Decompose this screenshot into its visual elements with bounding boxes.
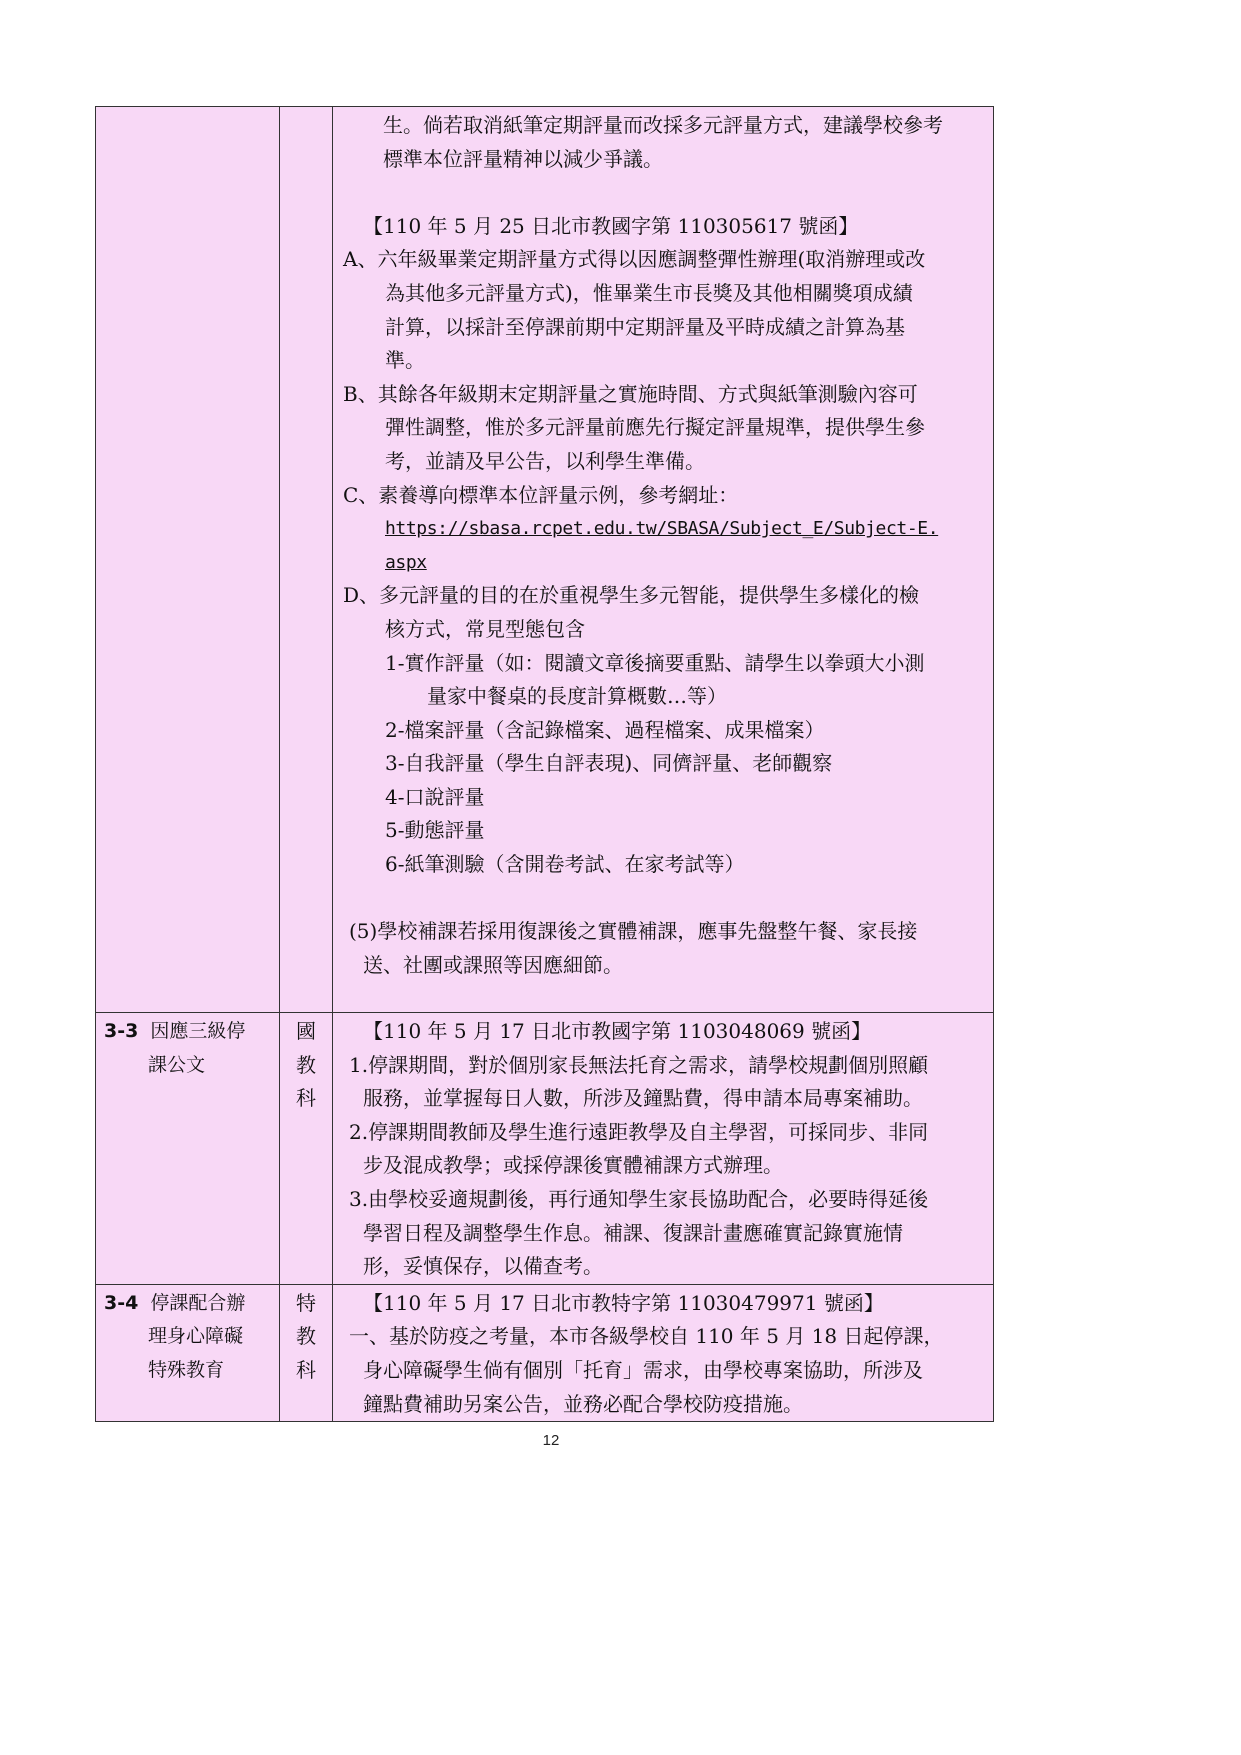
text-line: 為其他多元評量方式)，惟畢業生市長獎及其他相關獎項成績 — [385, 280, 913, 305]
content-cell — [333, 1013, 994, 1285]
item-title: 因應三級停 — [150, 1020, 246, 1042]
item-cell — [96, 107, 280, 1013]
text-line: D、多元評量的目的在於重視學生多元智能，提供學生多樣化的檢 — [343, 583, 920, 608]
text-line: 生。倘若取消紙筆定期評量而改採多元評量方式，建議學校參考 — [383, 113, 943, 137]
item-title: 停課配合辦 — [150, 1291, 246, 1314]
text-line: 一、基於防疫之考量，本市各級學校自 110 年 5 月 18 日起停課， — [349, 1324, 944, 1349]
list-item: 5-動態評量 — [385, 818, 485, 843]
list-item: 2-檔案評量（含記錄檔案、過程檔案、成果檔案） — [385, 717, 825, 742]
text-line: 學習日程及調整學生作息。補課、復課計畫應確實記錄實施情 — [363, 1220, 903, 1245]
notice-heading: 【110 年 5 月 25 日北市教國字第 110305617 號函】 — [363, 213, 859, 238]
list-item: 3-自我評量（學生自評表現)、同儕評量、老師觀察 — [385, 751, 833, 776]
item-number: 3-3 — [104, 1020, 139, 1042]
text-line: 核方式，常見型態包含 — [385, 616, 585, 641]
text-line: 服務，並掌握每日人數，所涉及鐘點費，得申請本局專案補助。 — [363, 1086, 923, 1111]
text-line: 考，並請及早公告，以利學生準備。 — [385, 448, 705, 473]
document-table — [95, 106, 994, 1422]
table-row-3-3 — [96, 1013, 994, 1285]
table-row-continued — [96, 107, 994, 1013]
notice-heading: 【110 年 5 月 17 日北市教國字第 1103048069 號函】 — [363, 1019, 872, 1043]
content-cell — [333, 107, 994, 1013]
reference-link[interactable]: aspx — [385, 551, 427, 573]
text-line: 彈性調整，惟於多元評量前應先行擬定評量規準，提供學生參 — [385, 415, 925, 440]
text-line: 3.由學校妥適規劃後，再行通知學生家長協助配合，必要時得延後 — [349, 1186, 929, 1211]
list-item: 6-紙筆測驗（含開卷考試、在家考試等） — [385, 852, 745, 877]
text-line: 鐘點費補助另案公告，並務必配合學校防疫措施。 — [363, 1391, 803, 1416]
text-line: C、素養導向標準本位評量示例，參考網址： — [343, 482, 739, 507]
item-number: 3-4 — [104, 1291, 139, 1314]
unit-char: 教 — [296, 1324, 316, 1349]
text-line: 量家中餐桌的長度計算概數…等） — [427, 684, 727, 709]
text-line: 準。 — [385, 348, 425, 373]
unit-char: 科 — [296, 1357, 316, 1382]
text-line: 標準本位評量精神以減少爭議。 — [383, 146, 663, 171]
text-line: 送、社團或課照等因應細節。 — [363, 952, 623, 977]
text-line: 2.停課期間教師及學生進行遠距教學及自主學習，可採同步、非同 — [349, 1119, 929, 1144]
text-line: 形，妥慎保存，以備查考。 — [363, 1254, 603, 1279]
text-line: 步及混成教學；或採停課後實體補課方式辦理。 — [363, 1153, 783, 1178]
unit-char: 教 — [296, 1052, 316, 1077]
text-line: (5)學校補課若採用復課後之實體補課，應事先盤整午餐、家長接 — [349, 919, 918, 944]
unit-cell — [280, 1013, 333, 1285]
notice-heading: 【110 年 5 月 17 日北市教特字第 11030479971 號函】 — [363, 1290, 884, 1315]
list-item: 4-口說評量 — [385, 784, 485, 809]
text-line: A、六年級畢業定期評量方式得以因應調整彈性辦理(取消辦理或改 — [343, 247, 926, 272]
item-title: 課公文 — [148, 1053, 206, 1076]
list-item: 1-實作評量（如：閱讀文章後摘要重點、請學生以拳頭大小測 — [385, 650, 925, 675]
text-line: 身心障礙學生倘有個別「托育」需求，由學校專案協助，所涉及 — [363, 1357, 923, 1382]
text-line: 1.停課期間，對於個別家長無法托育之需求，請學校規劃個別照顧 — [349, 1052, 929, 1077]
reference-link[interactable]: https://sbasa.rcpet.edu.tw/SBASA/Subject_E/Subject-E. — [385, 518, 939, 540]
table-row-3-4 — [96, 1284, 994, 1421]
item-title: 理身心障礙 — [148, 1325, 244, 1348]
text-line: B、其餘各年級期末定期評量之實施時間、方式與紙筆測驗內容可 — [343, 381, 918, 406]
unit-cell — [280, 1284, 333, 1421]
item-cell — [96, 1013, 280, 1285]
text-line: 計算，以採計至停課前期中定期評量及平時成績之計算為基 — [385, 314, 905, 339]
item-title: 特殊教育 — [148, 1358, 225, 1381]
unit-char: 國 — [296, 1019, 316, 1043]
content-cell — [333, 1284, 994, 1421]
page-number: 12 — [542, 1432, 560, 1449]
unit-char: 特 — [296, 1290, 316, 1315]
unit-char: 科 — [296, 1086, 316, 1111]
unit-cell — [280, 107, 333, 1013]
item-cell — [96, 1284, 280, 1421]
